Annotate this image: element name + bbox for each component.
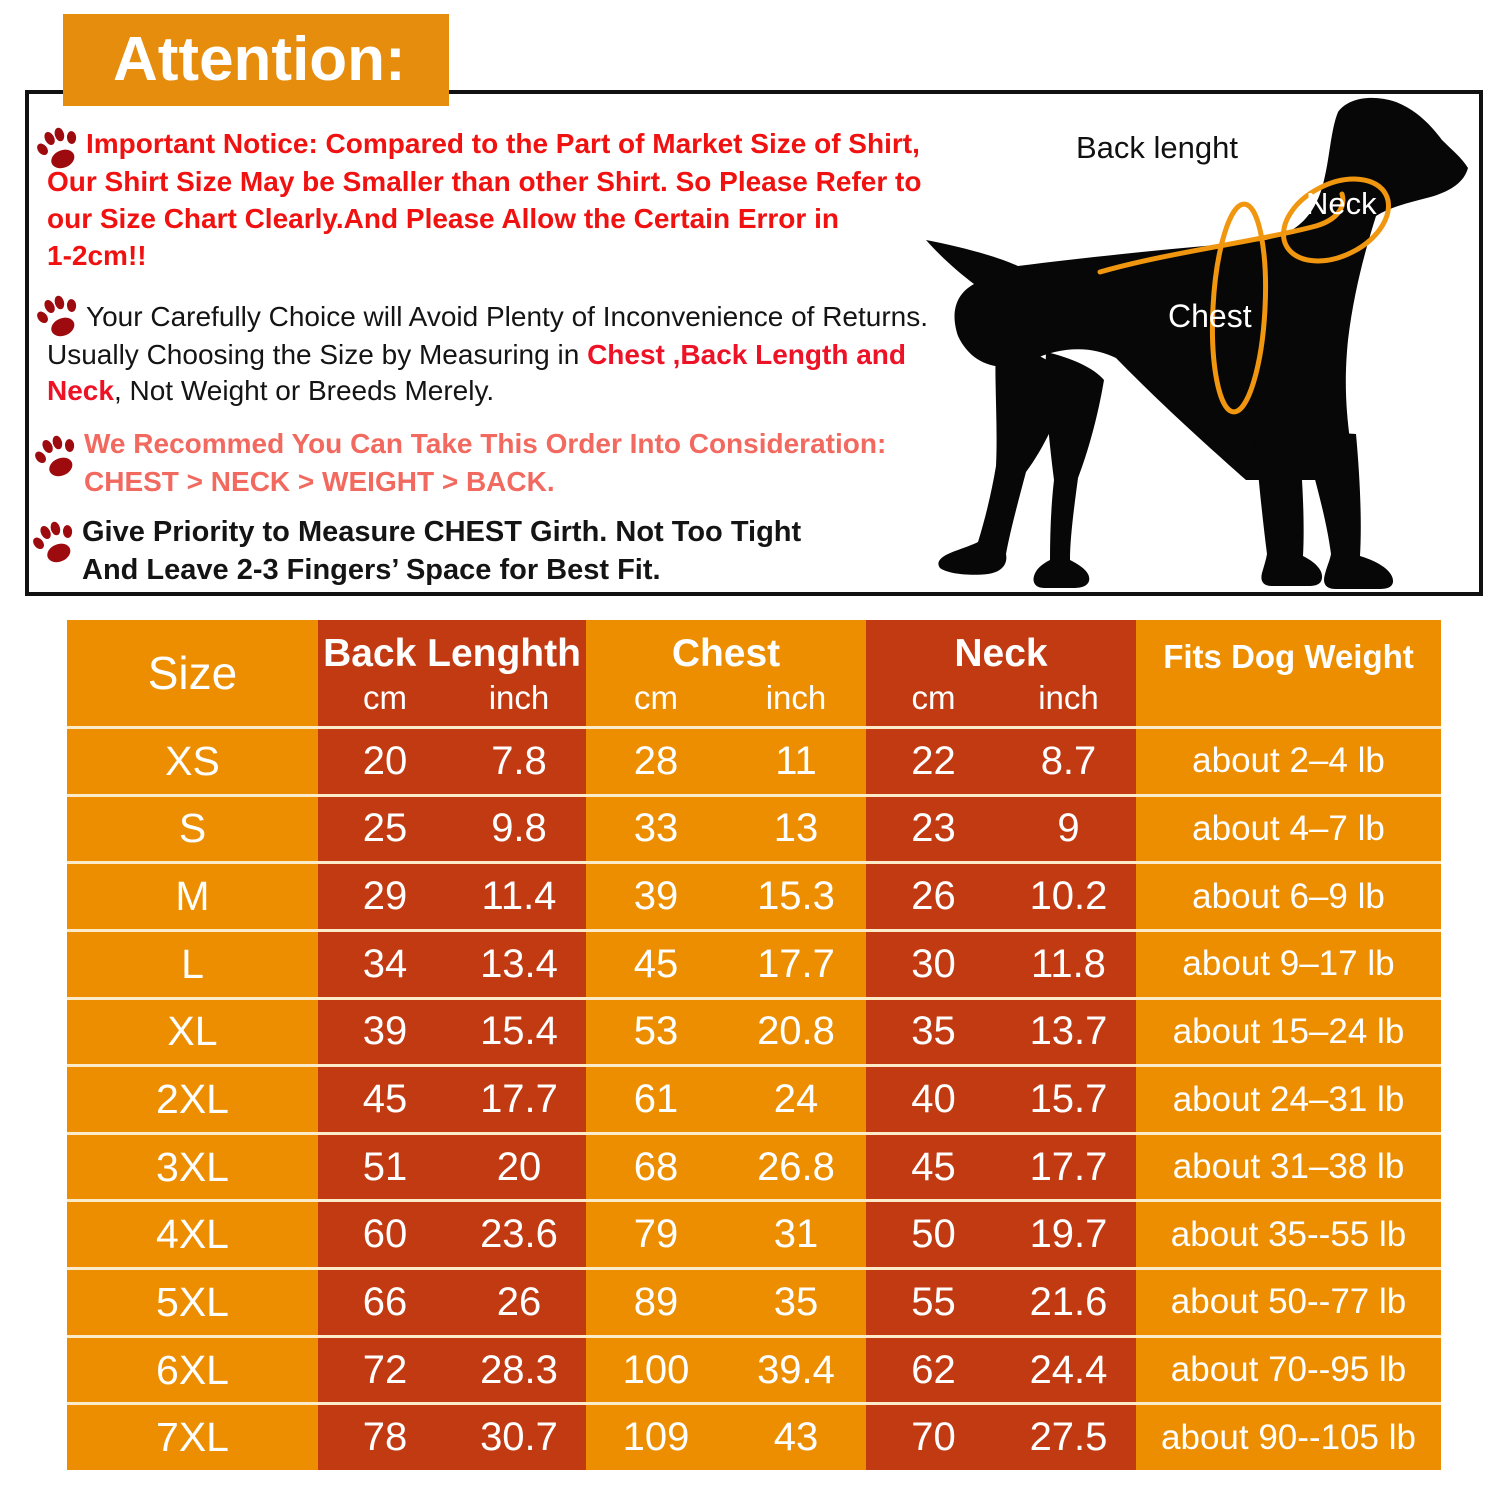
cell-back-inch: 30.7 [480,1415,558,1460]
cell-back-cm: 51 [362,1144,408,1189]
cell-back-cm: 20 [362,738,408,783]
notice2-line2-red: Chest ,Back Length and [587,339,906,370]
attention-title: Attention: [113,25,406,94]
header-back-cm: cm [363,679,407,716]
table-row [67,1402,1441,1470]
cell-size: 7XL [67,1405,318,1470]
cell-back-cm: 25 [362,806,408,851]
cell-size: 3XL [67,1135,318,1200]
cell-fits-weight: about 50--77 lb [1136,1270,1441,1335]
notice2-line2 [47,341,906,369]
table-row [67,726,1441,794]
cell-back-inch: 9.8 [491,806,547,851]
cell-chest-cm: 100 [622,1347,690,1392]
cell-neck-inch: 17.7 [1029,1144,1108,1189]
size-table [67,620,1441,1470]
cell-neck-inch: 19.7 [1029,1212,1108,1257]
cell-neck-cm: 22 [911,738,956,783]
notice2-line3 [47,377,494,405]
cell-fits-weight: about 9–17 lb [1136,932,1441,997]
cell-back-inch: 28.3 [480,1347,558,1392]
notice4-line1: Give Priority to Measure CHEST Girth. Not Too Tight [82,516,802,548]
cell-neck-inch: 15.7 [1029,1077,1108,1122]
notice1-line4: 1-2cm!! [47,240,147,271]
cell-chest-inch: 13 [773,806,819,851]
cell-neck-cm: 35 [911,1009,956,1054]
header-chest-cm: cm [634,679,678,716]
cell-chest-inch: 17.7 [757,941,835,986]
cell-chest-inch: 26.8 [757,1144,835,1189]
cell-size: M [67,864,318,929]
cell-fits-weight: about 31–38 lb [1136,1135,1441,1200]
notice2-line2-black: Usually Choosing the Size by Measuring in [47,339,588,370]
cell-chest-cm: 61 [633,1077,679,1122]
cell-back-inch: 26 [496,1279,542,1324]
cell-fits-weight: about 70--95 lb [1136,1338,1441,1403]
cell-size: 4XL [67,1202,318,1267]
cell-fits-weight: about 35--55 lb [1136,1202,1441,1267]
cell-back-cm: 78 [362,1415,408,1460]
cell-neck-cm: 26 [911,874,956,919]
header-neck-inch: inch [1038,679,1099,716]
table-row [67,861,1441,929]
cell-chest-cm: 28 [633,738,679,783]
size-table-header [67,620,1441,726]
table-row [67,929,1441,997]
cell-neck-inch: 21.6 [1029,1279,1108,1324]
cell-chest-inch: 43 [773,1415,819,1460]
notice2-line3-black: , Not Weight or Breeds Merely. [113,375,495,406]
cell-chest-cm: 39 [633,874,679,919]
cell-size: L [67,932,318,997]
cell-back-cm: 39 [362,1009,408,1054]
cell-chest-cm: 45 [633,941,679,986]
header-fits-weight: Fits Dog Weight [1136,620,1441,726]
cell-neck-cm: 55 [911,1279,956,1324]
cell-chest-cm: 33 [633,806,679,851]
cell-back-cm: 45 [362,1077,408,1122]
header-chest-inch: inch [765,679,827,716]
cell-back-cm: 29 [362,874,408,919]
cell-chest-inch: 15.3 [757,874,835,919]
cell-back-inch: 15.4 [480,1009,558,1054]
cell-size: XL [67,1000,318,1065]
cell-back-inch: 17.7 [480,1077,558,1122]
table-row [67,997,1441,1065]
cell-neck-cm: 23 [911,806,956,851]
cell-size: 2XL [67,1067,318,1132]
table-row [67,1335,1441,1403]
cell-chest-inch: 24 [773,1077,819,1122]
attention-banner [63,14,449,106]
notice1-line3: our Size Chart Clearly.And Please Allow the Certain Error in [47,203,839,234]
header-neck-title: Neck [954,632,1048,675]
dog-measurement-diagram [915,95,1490,600]
cell-back-cm: 72 [362,1347,408,1392]
cell-size: 5XL [67,1270,318,1335]
cell-neck-inch: 9 [1057,806,1080,851]
notice1-line2: Our Shirt Size May be Smaller than other Shirt. So Please Refer to [47,166,922,197]
cell-neck-inch: 13.7 [1029,1009,1108,1054]
cell-size: 6XL [67,1338,318,1403]
header-back-length-title: Back Lenghth [323,632,581,675]
cell-chest-cm: 68 [633,1144,679,1189]
cell-chest-inch: 11 [775,738,817,783]
header-size: Size [67,620,318,726]
cell-neck-cm: 30 [911,941,956,986]
notice3-line1: We Recommed You Can Take This Order Into Consideration: [84,428,887,459]
table-row [67,1267,1441,1335]
cell-chest-cm: 79 [633,1212,679,1257]
cell-neck-inch: 11.8 [1031,941,1106,986]
cell-fits-weight: about 90--105 lb [1136,1405,1441,1470]
cell-back-inch: 13.4 [480,941,558,986]
cell-chest-inch: 31 [773,1212,819,1257]
notice2-line3-red: Neck [47,375,114,406]
cell-neck-cm: 70 [911,1415,956,1460]
notice1-line1: Important Notice: Compared to the Part of Market Size of Shirt, [86,128,920,159]
header-back-inch: inch [488,679,550,716]
table-row [67,1132,1441,1200]
notice3-line2: CHEST > NECK > WEIGHT > BACK. [84,466,555,497]
header-neck-cm: cm [911,679,956,716]
cell-neck-inch: 8.7 [1040,738,1097,783]
notice2-line1: Your Carefully Choice will Avoid Plenty of Inconvenience of Returns. [86,301,929,332]
neck-label: Neck [1306,186,1377,221]
cell-fits-weight: about 4–7 lb [1136,797,1441,862]
notice4-line2: And Leave 2-3 Fingers’ Space for Best Fit. [82,554,661,586]
cell-chest-cm: 109 [622,1415,690,1460]
cell-neck-cm: 40 [911,1077,956,1122]
back-length-label: Back lenght [1076,130,1238,165]
cell-neck-cm: 45 [911,1144,956,1189]
cell-chest-cm: 89 [633,1279,679,1324]
cell-neck-cm: 62 [911,1347,956,1392]
cell-fits-weight: about 24–31 lb [1136,1067,1441,1132]
cell-back-inch: 23.6 [480,1212,558,1257]
cell-chest-inch: 35 [773,1279,819,1324]
cell-back-inch: 7.8 [491,738,547,783]
cell-neck-inch: 27.5 [1029,1415,1108,1460]
header-neck [866,620,1136,726]
cell-size: XS [67,729,318,794]
cell-fits-weight: about 2–4 lb [1136,729,1441,794]
cell-back-cm: 66 [362,1279,408,1324]
cell-back-inch: 11.4 [481,874,557,919]
header-chest-title: Chest [671,632,781,675]
cell-chest-cm: 53 [633,1009,679,1054]
cell-fits-weight: about 15–24 lb [1136,1000,1441,1065]
header-chest [586,620,866,726]
cell-chest-inch: 20.8 [757,1009,835,1054]
cell-back-inch: 20 [496,1144,542,1189]
cell-chest-inch: 39.4 [757,1347,835,1392]
cell-fits-weight: about 6–9 lb [1136,864,1441,929]
cell-neck-inch: 10.2 [1029,874,1108,919]
cell-back-cm: 60 [362,1212,408,1257]
table-row [67,794,1441,862]
table-row [67,1199,1441,1267]
cell-size: S [67,797,318,862]
table-row [67,1064,1441,1132]
chest-label: Chest [1168,298,1252,334]
header-back-length [318,620,586,726]
cell-neck-inch: 24.4 [1029,1347,1108,1392]
cell-back-cm: 34 [362,941,408,986]
cell-neck-cm: 50 [911,1212,956,1257]
